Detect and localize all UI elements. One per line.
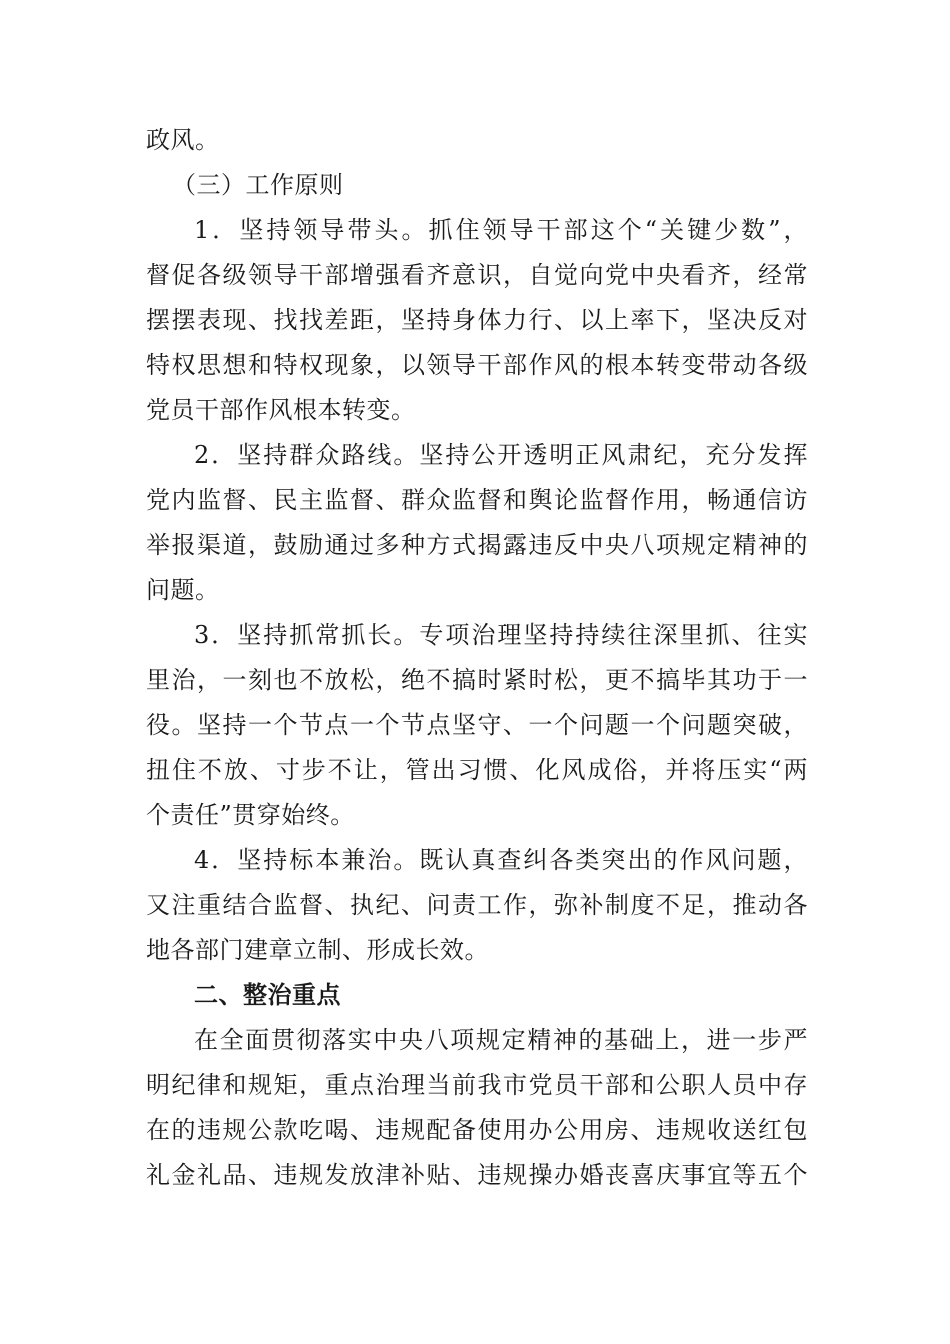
paragraph-line: 役。坚持一个节点一个节点坚守、一个问题一个问题突破， [146, 711, 808, 739]
paragraph-line: 3．坚持抓常抓长。专项治理坚持持续往深里抓、往实 [194, 621, 808, 649]
paragraph-line: 礼金礼品、违规发放津补贴、违规操办婚丧喜庆事宜等五个 [146, 1161, 808, 1189]
paragraph-line: 1．坚持领导带头。抓住领导干部这个“关键少数”， [194, 216, 808, 244]
paragraph-line: 又注重结合监督、执纪、问责工作，弥补制度不足，推动各 [146, 891, 808, 919]
paragraph-line: 在的违规公款吃喝、违规配备使用办公用房、违规收送红包 [146, 1116, 808, 1144]
paragraph-line: 督促各级领导干部增强看齐意识，自觉向党中央看齐，经常 [146, 261, 808, 289]
paragraph-line: 扭住不放、寸步不让，管出习惯、化风成俗，并将压实“两 [146, 756, 808, 784]
section-heading: 二、整治重点 [194, 981, 341, 1009]
paragraph-line: 问题。 [146, 576, 220, 604]
paragraph-line: 在全面贯彻落实中央八项规定精神的基础上，进一步严 [194, 1026, 808, 1054]
paragraph-line: 4．坚持标本兼治。既认真查纠各类突出的作风问题， [194, 846, 808, 874]
section-heading: （三）工作原则 [172, 171, 344, 199]
paragraph-line: 个责任”贯穿始终。 [146, 801, 355, 829]
paragraph-line: 特权思想和特权现象，以领导干部作风的根本转变带动各级 [146, 351, 808, 379]
paragraph-line: 举报渠道，鼓励通过多种方式揭露违反中央八项规定精神的 [146, 531, 808, 559]
paragraph-line: 明纪律和规矩，重点治理当前我市党员干部和公职人员中存 [146, 1071, 808, 1099]
paragraph-line: 地各部门建章立制、形成长效。 [146, 936, 489, 964]
paragraph-line: 里治，一刻也不放松，绝不搞时紧时松，更不搞毕其功于一 [146, 666, 808, 694]
paragraph-line: 党内监督、民主监督、群众监督和舆论监督作用，畅通信访 [146, 486, 808, 514]
paragraph-line: 政风。 [146, 126, 220, 154]
paragraph-line: 党员干部作风根本转变。 [146, 396, 416, 424]
paragraph-line: 摆摆表现、找找差距，坚持身体力行、以上率下，坚决反对 [146, 306, 808, 334]
paragraph-line: 2．坚持群众路线。坚持公开透明正风肃纪，充分发挥 [194, 441, 808, 469]
